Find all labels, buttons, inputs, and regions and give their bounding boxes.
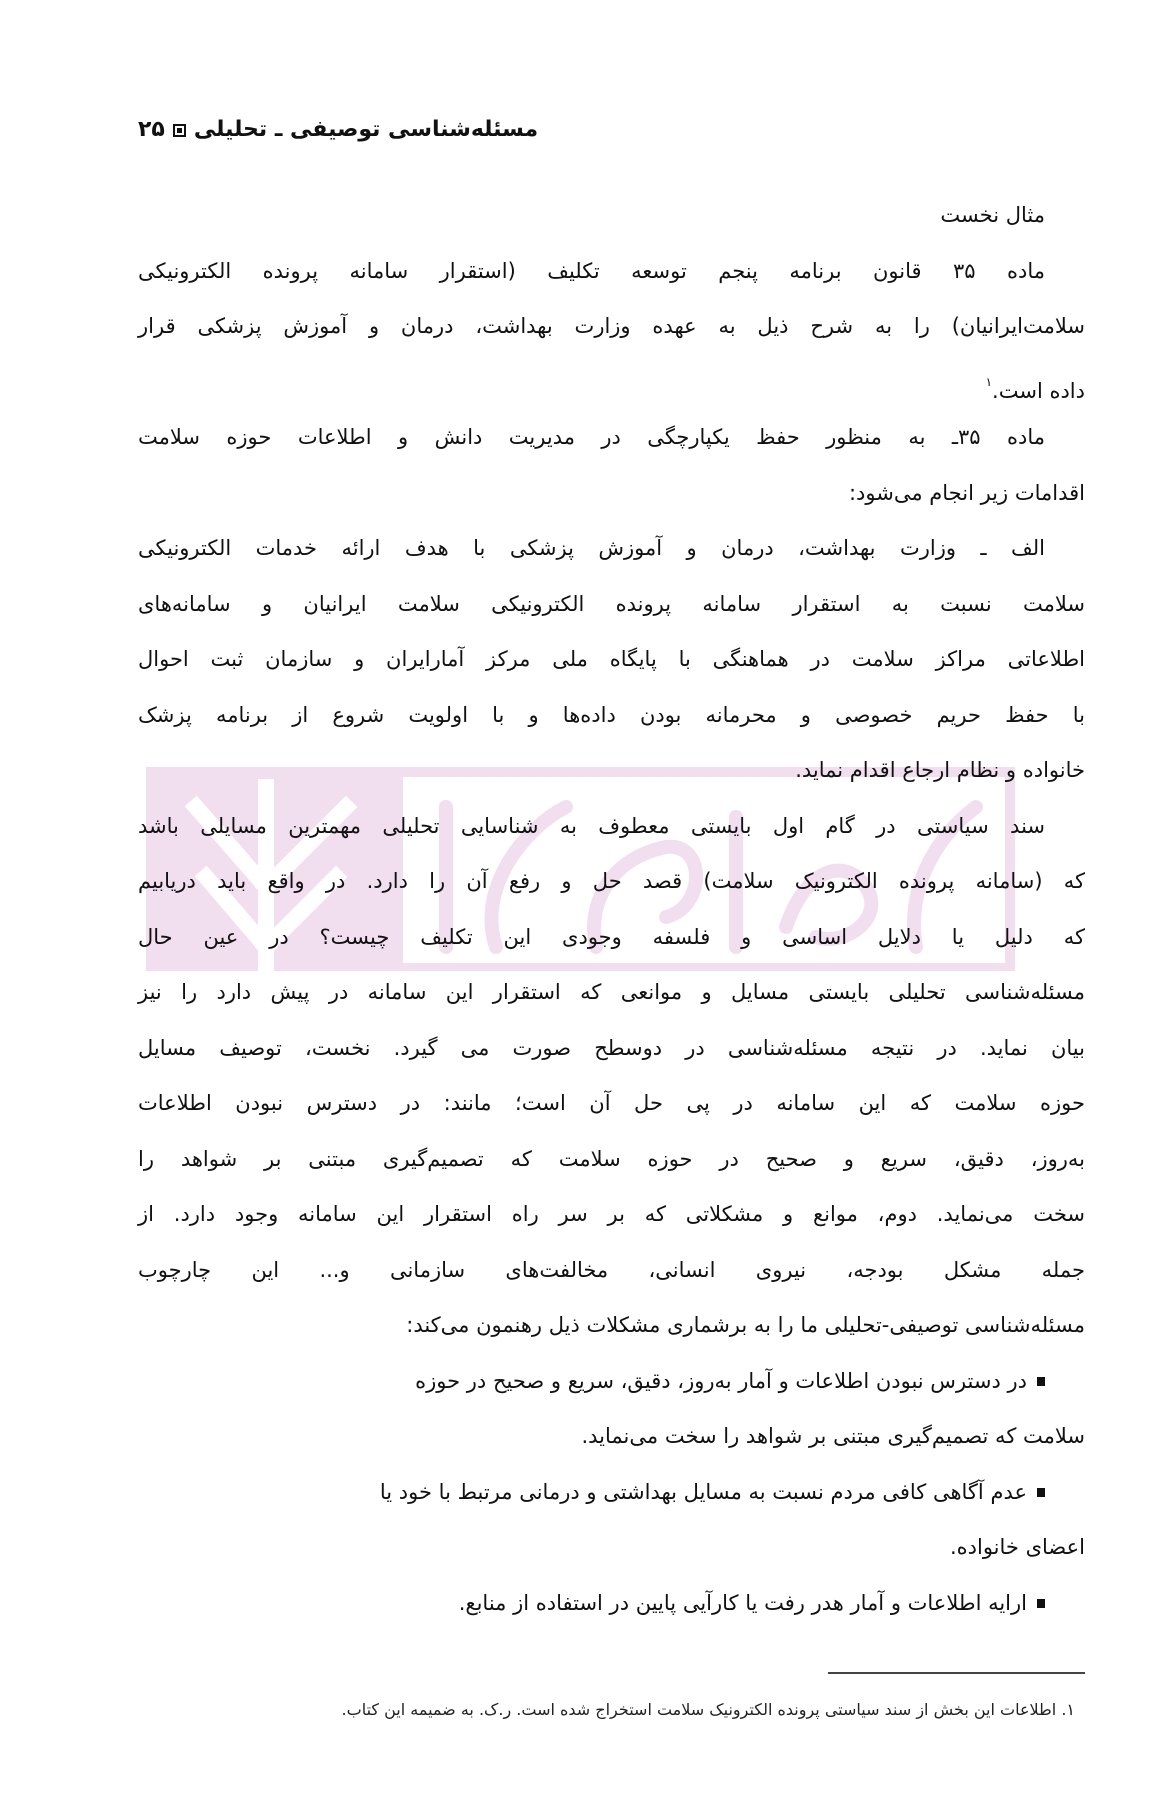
text-line: سلامت نسبت به استقرار سامانه پرونده الکترونیکی سلامت ایرانیان و سامانه‌های (138, 591, 1085, 616)
text-line: سند سیاستی در گام اول بایستی معطوف به شناسایی تحلیلی مهمترین مسایلی باشد (138, 813, 1045, 838)
text-line: که (سامانه پرونده الکترونیک سلامت) قصد حل و رفع آن را دارد. در واقع باید دریابیم (138, 869, 1085, 893)
text-line: خانواده و نظام ارجاع اقدام نماید. (795, 758, 1085, 782)
section-heading: مثال نخست (940, 203, 1045, 227)
text-line: که دلیل یا دلایل اساسی و فلسفه وجودی این تکلیف چیست؟ در عین حال (138, 924, 1085, 949)
text-line: مسئله‌شناسی توصیفی-تحلیلی ما را به برشماری مشکلات ذیل رهنمون می‌کند: (406, 1313, 1085, 1337)
text-line (138, 355, 1085, 411)
square-bullet-icon (1037, 1599, 1045, 1608)
footnote-divider (828, 1672, 1085, 1674)
bullet-text: ارایه اطلاعات و آمار هدر رفت یا کارآیی پایین در استفاده از منابع. (458, 1590, 1027, 1615)
text-line: اطلاعاتی مراکز سلامت در هماهنگی با پایگاه ملی مرکز آمارایران و سازمان ثبت احوال (138, 647, 1085, 671)
header-title: مسئله‌شناسی توصیفی ـ تحلیلی (193, 117, 539, 142)
text-line: با حفظ حریم خصوصی و محرمانه بودن داده‌ها و با اولویت شروع از برنامه پزشک (138, 702, 1085, 727)
text-line: حوزه سلامت که این سامانه در پی حل آن است؛ مانند: در دسترس نبودن اطلاعات (138, 1091, 1085, 1115)
bullet-item (138, 1465, 1085, 1521)
text-line: به‌روز، دقیق، سریع و صحیح در حوزه سلامت که تصمیم‌گیری مبتنی بر شواهد را (138, 1146, 1085, 1171)
footnote-marker[interactable]: ۱ (985, 374, 993, 389)
text-line: مسئله‌شناسی تحلیلی بایستی مسایل و موانعی که استقرار این سامانه در پیش دارد را نیز (138, 980, 1085, 1004)
text-line-content: داده است. (992, 378, 1085, 403)
text-line: ماده ۳۵ـ به منظور حفظ یکپارچگی در مدیریت دانش و اطلاعات حوزه سلامت (138, 425, 1045, 449)
text-line: جمله مشکل بودجه، نیروی انسانی، مخالفت‌های سازمانی و... این چارچوب (138, 1257, 1085, 1282)
text-line: اعضای خانواده. (949, 1535, 1085, 1559)
square-bullet-icon (1037, 1488, 1045, 1497)
text-line: الف ـ وزارت بهداشت، درمان و آموزش پزشکی با هدف ارائه خدمات الکترونیکی (138, 536, 1045, 560)
square-ornament-icon (173, 124, 186, 137)
text-line: سلامت‌ایرانیان) را به شرح ذیل به عهده وزارت بهداشت، درمان و آموزش پزشکی قرار (138, 314, 1085, 338)
text-line: ماده ۳۵ قانون برنامه پنجم توسعه تکلیف (استقرار سامانه پرونده الکترونیکی (138, 258, 1045, 283)
bullet-text: در دسترس نبودن اطلاعات و آمار به‌روز، دقیق، سریع و صحیح در حوزه (415, 1368, 1027, 1393)
text-line: اقدامات زیر انجام می‌شود: (848, 480, 1085, 505)
text-line: سلامت که تصمیم‌گیری مبتنی بر شواهد را سخت می‌نماید. (581, 1424, 1085, 1448)
page-number: ۲۵ (138, 117, 165, 142)
text-line: بیان نماید. در نتیجه مسئله‌شناسی در دوسطح صورت می گیرد. نخست، توصیف مسایل (138, 1035, 1085, 1060)
footnote: ۱. اطلاعات این بخش از سند سیاستی پرونده الکترونیک سلامت استخراج شده است. ر.ک. به ضمیمه این کتاب. (341, 1700, 1075, 1719)
running-header (138, 112, 538, 148)
text-line: سخت می‌نماید. دوم، موانع و مشکلاتی که بر سر راه استقرار این سامانه وجود دارد. از (138, 1202, 1085, 1226)
bullet-item (138, 1354, 1085, 1410)
bullet-item (138, 1576, 1085, 1632)
square-bullet-icon (1037, 1377, 1045, 1386)
bullet-text: عدم آگاهی کافی مردم نسبت به مسایل بهداشتی و درمانی مرتبط با خود یا (379, 1479, 1027, 1504)
body-text (138, 188, 1085, 1631)
